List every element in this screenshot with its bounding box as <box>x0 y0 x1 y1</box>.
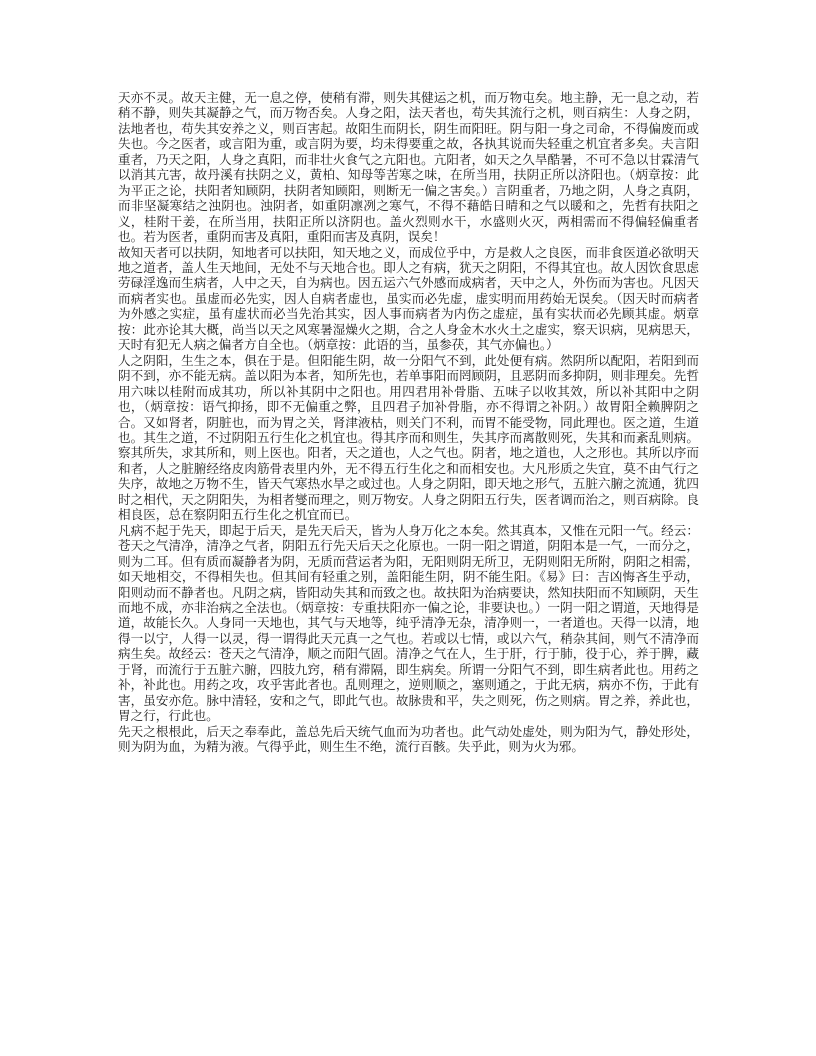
paragraph: 先天之根根此，后天之奉奉此，盖总先后天统气血而为功者也。此气动处虚处，则为阳为气，静处形处，则为阴为血，为精为液。气得乎此，则生生不绝，流行百骸。失乎此，则为火为邪。 <box>118 723 699 755</box>
paragraph: 凡病不起于先天，即起于后天，是先天后天，皆为人身万化之本矣。然其真本，又惟在元阳一气。经云：苍天之气清净，清净之气者，阴阳五行先天后天之化原也。一阴一阳之谓道，阴阳本是一气，一而分之，则为二耳。但有质而凝静者为阴，无质而营运者为阳，无阳则阴无所卫，无阴则阳无所附，阴阳之相需，如天地相交，不得相失也。但其间有轻重之别，盖阳能生阴，阴不能生阳。《易》曰：吉凶悔吝生乎动，阳则动而不静者也。凡阴之病，皆阳动失其和而致之也。故扶阳为治病要诀，然知扶阳而不知顾阴，天生而地不成，亦非治病之全法也。（炳章按：专重扶阳亦一偏之论，非要诀也。）一阴一阳之谓道，天地得是道，故能长久。人身同一天地也，其气与天地等，纯乎清净无杂，清净则一，一者道也。天得一以清，地得一以宁，人得一以灵，得一谓得此天元真一之气也。若或以七情，或以六气，稍杂其间，则气不清净而病生矣。故经云：苍天之气清净，顺之而阳气固。清净之气在人，生于肝，行于肺，役于心，养于脾，藏于肾，而流行于五脏六腑，四肢九窍，稍有滞隔，即生病矣。所谓一分阳气不到，即生病者此也。用药之补，补此也。用药之攻，攻乎害此者也。乱则理之，逆则顺之，塞则通之，于此无病，病亦不伤，于此有害，虽安亦危。脉中清轻，安和之气，即此气也。故脉贵和平，失之则死，伤之则病。胃之养，养此也，胃之行，行此也。 <box>118 522 699 724</box>
paragraph: 故知天者可以扶阴，知地者可以扶阳，知天地之义，而成位乎中，方是救人之良医，而非食医道必欲明天地之道者，盖人生天地间，无处不与天地合也。即人之有病，犹天之阴阳，不得其宜也。故人因饮食思虑劳碌淫逸而生病者，人中之天，自为病也。因五运六气外感而成病者，天中之人，外伤而为害也。凡因天而病者实也。虽虚而必先实，因人自病者虚也，虽实而必先虚，虚实明而用药始无误矣。（因天时而病者为外感之实症，虽有虚状而必当先治其实，因人事而病者为内伤之虚症，虽有实状而必先顾其虚。炳章按：此亦论其大概，尚当以天之风寒暑湿燥火之期，合之人身金木水火土之虚实，察天识病，见病思天，天时有犯无人病之偏者方自全也。（炳章按：此语的当，虽参茯，其气亦偏也。） <box>118 244 699 353</box>
paragraph: 天亦不灵。故天主健，无一息之停，使稍有滞，则失其健运之机，而万物屯矣。地主静，无一息之动，若稍不静，则失其凝静之气，而万物否矣。人身之阳，法天者也，苟失其流行之机，则百病生：人身之阴，法地者也，苟失其安养之义，则百害起。故阳生而阴长，阴生而阳旺。阴与阳一身之司命，不得偏废而或失也。今之医者，或言阳为重，或言阴为要，均未得要重之故，各执其说而失轻重之机宜者多矣。夫言阳重者，乃天之阳，人身之真阳，而非壮火食气之亢阳也。亢阳者，如天之久旱酷暑，不可不急以甘霖清气以消其亢害，故丹溪有扶阴之义，黄柏、知母等苦寒之味，在所当用，扶阴正所以济阳也。（炳章按：此为平正之论，扶阳者知顾阴，扶阴者知顾阳，则断无一偏之害矣。）言阴重者，乃地之阴，人身之真阴，而非坚凝寒结之浊阴也。浊阴者，如重阴凛冽之寒气，不得不藉皓日晴和之气以暖和之，先哲有扶阳之义，桂附干姜，在所当用，扶阳正所以济阴也。盖火烈则水干，水盛则火灭，两相需而不得偏轻偏重者也。若为医者，重阴而害及真阳，重阳而害及真阴，误矣！ <box>118 90 699 245</box>
document-text-body <box>118 90 699 754</box>
paragraph: 人之阴阳，生生之本，俱在于是。但阳能生阴，故一分阳气不到，此处便有病。然阴所以配阳，若阳到而阴不到，亦不能无病。盖以阳为本者，知所先也，若单事阳而罔顾阴，且恶阴而多抑阴，则非理矣。先哲用六味以桂附而成其功，所以补其阴中之阳也。用四君用补骨脂、五味子以收其效，所以补其阳中之阴也，（炳章按：语气抑扬，即不无偏重之弊，且四君子加补骨脂，亦不得谓之补阴。）故胃阳全赖脾阴之合。又如肾者，阴脏也，而为胃之关，肾津液枯，则关门不利，而胃不能受物，同此理也。医之道，生道也。其生之道，不过阴阳五行生化之机宜也。得其序而和则生，失其序而离散则死，失其和而紊乱则病。察其所失，求其所和，则上医也。阳者，天之道也，人之气也。阴者，地之道也，人之形也。其所以序而和者，人之脏腑经络皮肉筋骨表里内外，无不得五行生化之和而相安也。大凡形质之失宜，莫不由气行之失序，故地之万物不生，皆天气寒热水旱之或过也。人身之阴阳，即天地之形气，五脏六腑之流通，犹四时之相代，天之阴阳失，为相者燮而理之，则万物安。人身之阴阳五行失，医者调而治之，则百病除。良相良医，总在察阴阳五行生化之机宜而已。 <box>118 352 699 523</box>
